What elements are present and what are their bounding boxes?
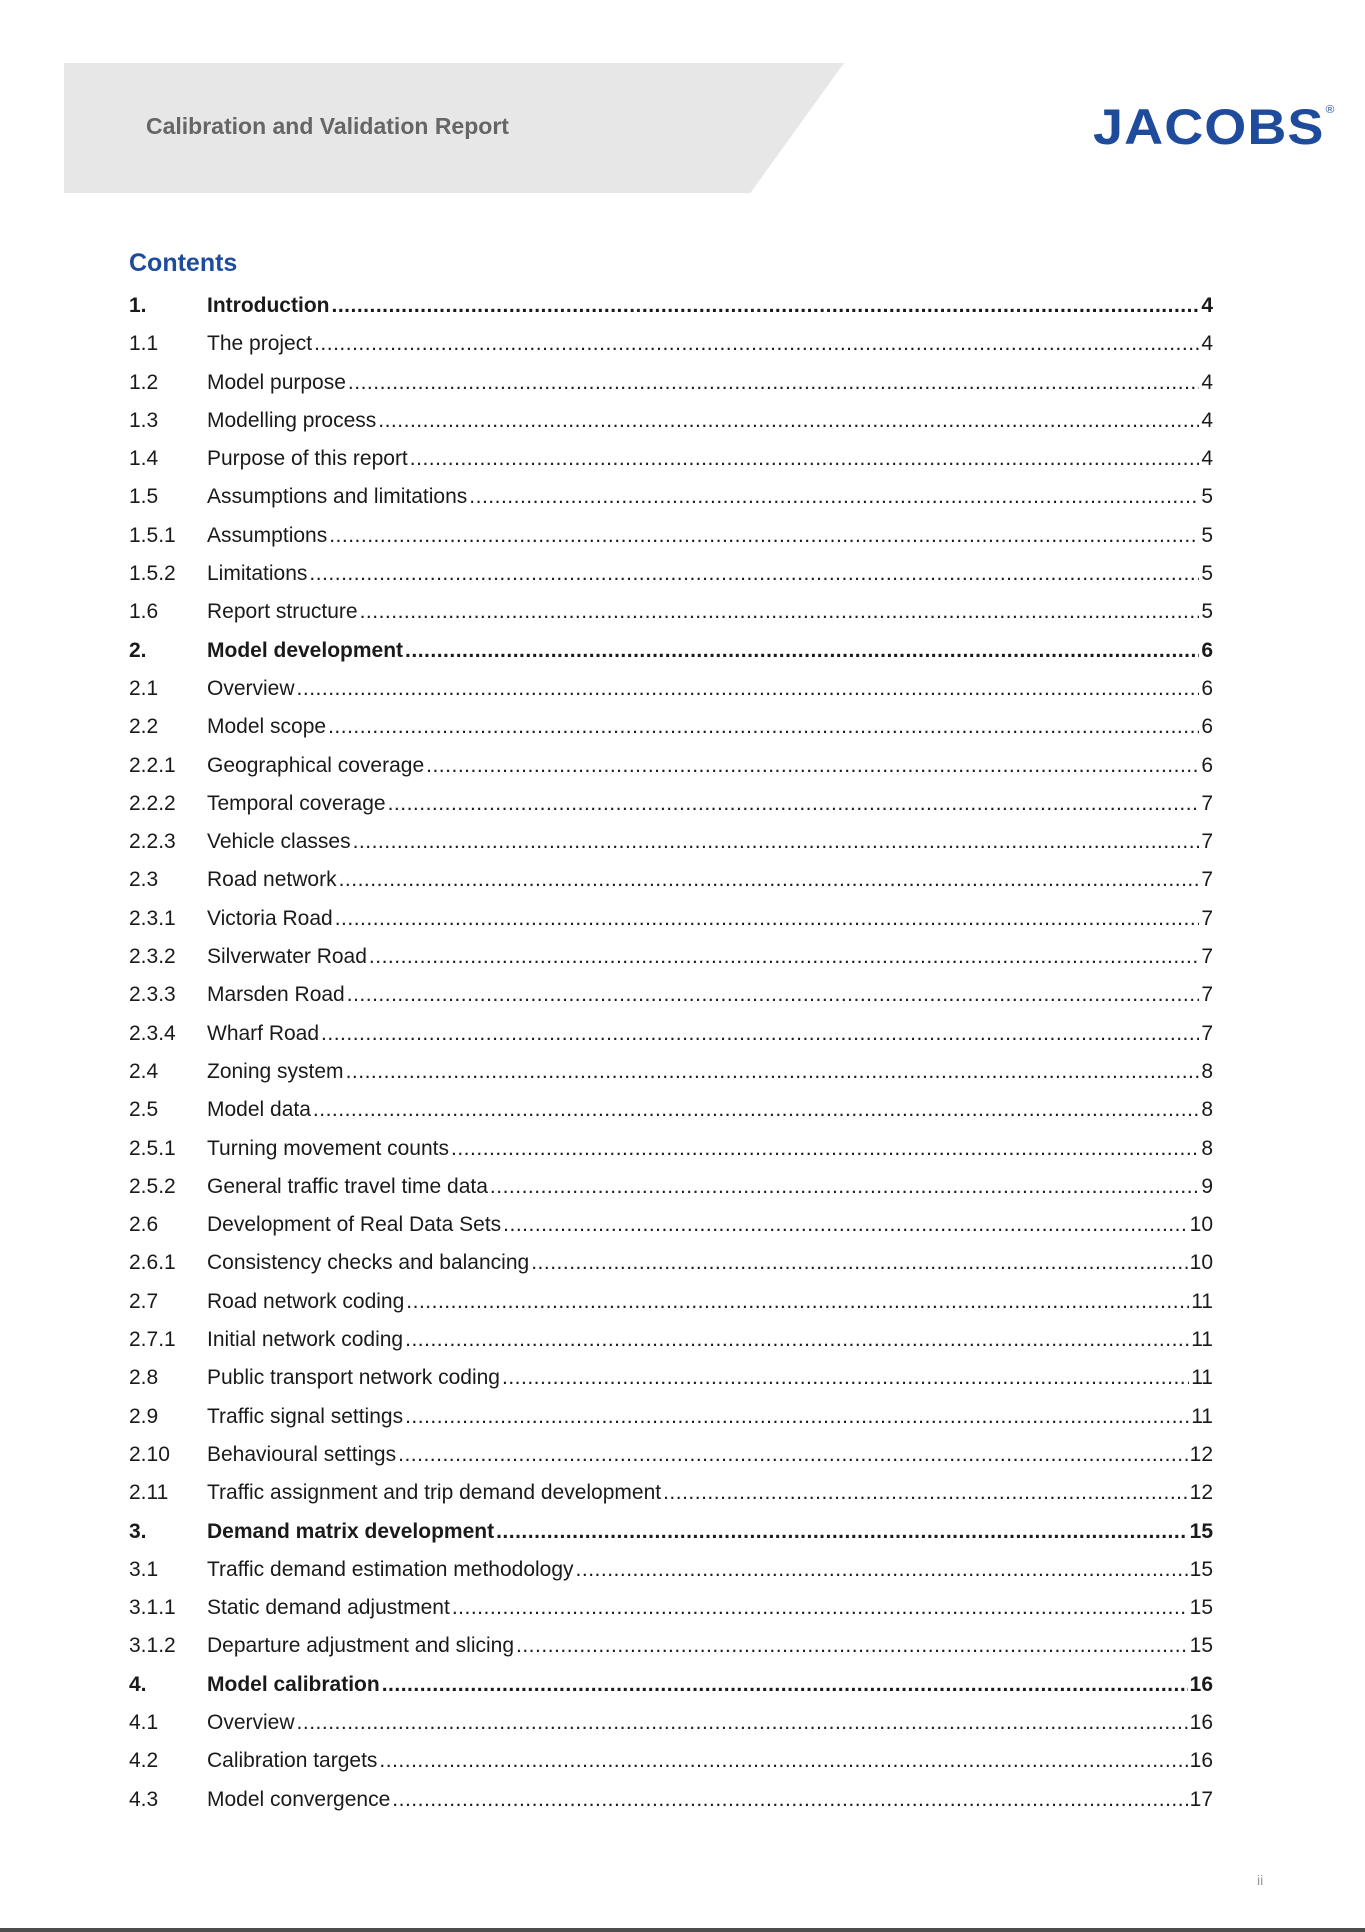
toc-entry-page: 17 xyxy=(1189,1787,1213,1811)
toc-entry-page: 15 xyxy=(1189,1519,1213,1543)
toc-entry[interactable] xyxy=(129,1283,1213,1321)
toc-entry-number: 2.7 xyxy=(129,1289,159,1313)
toc-entry[interactable] xyxy=(129,785,1213,823)
toc-entry[interactable] xyxy=(129,402,1213,440)
toc-entry-title: Modelling process xyxy=(207,408,377,432)
toc-entry[interactable] xyxy=(129,1551,1213,1589)
toc-dot-leader xyxy=(490,1168,1199,1206)
toc-entry-number: 2.3.3 xyxy=(129,983,176,1007)
toc-entry-title: Wharf Road xyxy=(207,1021,320,1045)
toc-entry-page: 11 xyxy=(1191,1328,1213,1352)
toc-entry[interactable] xyxy=(129,1244,1213,1282)
toc-entry-page: 15 xyxy=(1189,1634,1213,1658)
toc-entry[interactable] xyxy=(129,1091,1213,1129)
toc-entry-page: 7 xyxy=(1201,983,1213,1007)
toc-entry-page: 4 xyxy=(1201,408,1213,432)
toc-dot-leader xyxy=(329,517,1199,555)
toc-entry[interactable] xyxy=(129,900,1213,938)
toc-entry-page: 7 xyxy=(1201,868,1213,892)
toc-entry[interactable] xyxy=(129,1513,1213,1551)
toc-dot-leader xyxy=(360,593,1200,631)
toc-entry-title: Report structure xyxy=(207,600,358,624)
toc-dot-leader xyxy=(309,555,1199,593)
toc-entry[interactable] xyxy=(129,1589,1213,1627)
toc-entry-number: 2.7.1 xyxy=(129,1328,176,1352)
toc-dot-leader xyxy=(451,1130,1199,1168)
toc-entry-number: 2.11 xyxy=(129,1481,169,1505)
toc-dot-leader xyxy=(353,823,1200,861)
toc-entry-title: Static demand adjustment xyxy=(207,1596,450,1620)
toc-entry-page: 8 xyxy=(1201,1098,1213,1122)
toc-entry-page: 5 xyxy=(1201,485,1213,509)
toc-entry[interactable] xyxy=(129,1436,1213,1474)
toc-entry-number: 2.3.2 xyxy=(129,945,176,969)
toc-entry-title: Overview xyxy=(207,1710,295,1734)
toc-dot-leader xyxy=(398,1436,1188,1474)
toc-entry-title: Zoning system xyxy=(207,1059,344,1083)
toc-dot-leader xyxy=(379,1742,1187,1780)
toc-entry-page: 11 xyxy=(1191,1404,1213,1428)
toc-entry[interactable] xyxy=(129,325,1213,363)
toc-entry-page: 12 xyxy=(1189,1442,1213,1466)
toc-entry-page: 4 xyxy=(1201,332,1213,356)
toc-entry-title: Vehicle classes xyxy=(207,830,351,854)
toc-entry-title: Model data xyxy=(207,1098,311,1122)
toc-dot-leader xyxy=(382,1666,1188,1704)
toc-dot-leader xyxy=(502,1359,1189,1397)
toc-entry-number: 4. xyxy=(129,1672,147,1696)
toc-entry-number: 1.5.2 xyxy=(129,562,176,586)
toc-entry[interactable] xyxy=(129,364,1213,402)
toc-entry-title: The project xyxy=(207,332,313,356)
toc-entry[interactable] xyxy=(129,1398,1213,1436)
toc-entry[interactable] xyxy=(129,670,1213,708)
toc-entry-title: Purpose of this report xyxy=(207,447,408,471)
toc-dot-leader xyxy=(335,900,1200,938)
toc-entry-title: Road network coding xyxy=(207,1289,405,1313)
toc-entry-page: 4 xyxy=(1201,294,1213,317)
toc-entry-page: 12 xyxy=(1189,1481,1213,1505)
toc-entry-page: 4 xyxy=(1201,370,1213,394)
toc-entry-page: 7 xyxy=(1201,1021,1213,1045)
toc-entry-number: 2.3 xyxy=(129,868,159,892)
toc-entry-number: 3.1.1 xyxy=(129,1596,176,1620)
toc-entry[interactable] xyxy=(129,747,1213,785)
toc-entry-number: 2.6.1 xyxy=(129,1251,176,1275)
toc-dot-leader xyxy=(405,1398,1189,1436)
toc-dot-leader xyxy=(452,1589,1188,1627)
toc-entry-title: Victoria Road xyxy=(207,906,333,930)
table-of-contents xyxy=(129,287,1213,1819)
toc-entry-number: 3. xyxy=(129,1519,147,1543)
toc-dot-leader xyxy=(426,747,1199,785)
toc-entry-title: Initial network coding xyxy=(207,1328,404,1352)
bottom-bar xyxy=(0,1928,1365,1932)
toc-entry[interactable] xyxy=(129,1742,1213,1780)
toc-entry-page: 5 xyxy=(1201,562,1213,586)
toc-entry-title: Model purpose xyxy=(207,370,346,394)
toc-entry-page: 9 xyxy=(1201,1174,1213,1198)
toc-entry[interactable] xyxy=(129,1168,1213,1206)
toc-entry-number: 4.3 xyxy=(129,1787,159,1811)
toc-dot-leader xyxy=(314,325,1199,363)
toc-dot-leader xyxy=(516,1627,1188,1665)
toc-entry-title: Model scope xyxy=(207,715,327,739)
toc-dot-leader xyxy=(328,708,1199,746)
toc-entry[interactable] xyxy=(129,1704,1213,1742)
toc-entry-page: 8 xyxy=(1201,1136,1213,1160)
toc-entry-number: 2.6 xyxy=(129,1213,159,1237)
toc-entry[interactable] xyxy=(129,1474,1213,1512)
toc-entry-page: 6 xyxy=(1201,638,1213,662)
toc-entry-page: 7 xyxy=(1201,906,1213,930)
toc-entry-number: 1.3 xyxy=(129,408,159,432)
toc-entry-title: Traffic signal settings xyxy=(207,1404,404,1428)
toc-entry-page: 7 xyxy=(1201,945,1213,969)
toc-entry-number: 2.5 xyxy=(129,1098,159,1122)
toc-entry-title: Behavioural settings xyxy=(207,1442,397,1466)
toc-entry-page: 8 xyxy=(1201,1059,1213,1083)
toc-entry-number: 1.6 xyxy=(129,600,159,624)
toc-entry-title: Consistency checks and balancing xyxy=(207,1251,530,1275)
toc-dot-leader xyxy=(378,402,1199,440)
toc-entry-title: Model development xyxy=(207,638,404,662)
toc-entry-title: Traffic demand estimation methodology xyxy=(207,1557,574,1581)
toc-entry-title: Demand matrix development xyxy=(207,1519,495,1543)
toc-entry-page: 7 xyxy=(1201,830,1213,854)
toc-entry-title: General traffic travel time data xyxy=(207,1174,488,1198)
toc-entry-number: 2.5.2 xyxy=(129,1174,176,1198)
toc-dot-leader xyxy=(576,1551,1188,1589)
toc-entry-page: 6 xyxy=(1201,715,1213,739)
toc-entry-number: 2.2.3 xyxy=(129,830,176,854)
jacobs-logo xyxy=(1093,98,1335,156)
toc-entry[interactable] xyxy=(129,823,1213,861)
toc-entry[interactable] xyxy=(129,1015,1213,1053)
toc-entry-page: 6 xyxy=(1201,676,1213,700)
toc-dot-leader xyxy=(405,632,1199,670)
logo-text: JACOBS xyxy=(1093,99,1325,155)
toc-entry-page: 15 xyxy=(1189,1557,1213,1581)
toc-entry-title: Calibration targets xyxy=(207,1749,378,1773)
toc-entry-page: 5 xyxy=(1201,600,1213,624)
toc-entry-page: 10 xyxy=(1189,1251,1213,1275)
toc-dot-leader xyxy=(406,1283,1189,1321)
contents-heading: Contents xyxy=(129,249,238,277)
toc-entry-number: 2.5.1 xyxy=(129,1136,176,1160)
toc-entry[interactable] xyxy=(129,976,1213,1014)
toc-dot-leader xyxy=(496,1513,1188,1551)
toc-entry-number: 1.4 xyxy=(129,447,159,471)
toc-entry-page: 6 xyxy=(1201,753,1213,777)
toc-entry-title: Limitations xyxy=(207,562,308,586)
toc-dot-leader xyxy=(410,440,1200,478)
toc-entry-title: Traffic assignment and trip demand development xyxy=(207,1481,662,1505)
toc-entry-number: 2.10 xyxy=(129,1442,170,1466)
toc-entry-title: Silverwater Road xyxy=(207,945,367,969)
toc-entry-number: 1.1 xyxy=(129,332,159,356)
toc-entry-page: 11 xyxy=(1191,1289,1213,1313)
toc-entry-title: Temporal coverage xyxy=(207,791,386,815)
toc-entry-page: 4 xyxy=(1201,447,1213,471)
toc-entry-number: 1. xyxy=(129,294,147,317)
toc-dot-leader xyxy=(531,1244,1187,1282)
toc-entry-title: Development of Real Data Sets xyxy=(207,1213,502,1237)
toc-entry-number: 2.2.1 xyxy=(129,753,176,777)
toc-entry-title: Departure adjustment and slicing xyxy=(207,1634,515,1658)
page-number: ii xyxy=(1257,1872,1264,1888)
toc-entry-page: 16 xyxy=(1189,1710,1213,1734)
document-title: Calibration and Validation Report xyxy=(146,113,509,139)
toc-entry-number: 2.1 xyxy=(129,676,159,700)
toc-entry[interactable] xyxy=(129,938,1213,976)
toc-entry[interactable] xyxy=(129,1781,1213,1819)
toc-entry[interactable] xyxy=(129,1359,1213,1397)
toc-entry-number: 3.1 xyxy=(129,1557,159,1581)
toc-dot-leader xyxy=(503,1206,1187,1244)
toc-dot-leader xyxy=(347,976,1200,1014)
toc-entry[interactable] xyxy=(129,1627,1213,1665)
toc-entry-number: 4.1 xyxy=(129,1710,159,1734)
toc-entry-page: 15 xyxy=(1189,1596,1213,1620)
toc-entry-number: 2.3.1 xyxy=(129,906,176,930)
toc-entry-title: Introduction xyxy=(207,294,330,317)
toc-entry-number: 2.3.4 xyxy=(129,1021,176,1045)
toc-entry[interactable] xyxy=(129,555,1213,593)
toc-entry-title: Turning movement counts xyxy=(207,1136,450,1160)
toc-entry-title: Public transport network coding xyxy=(207,1366,500,1390)
toc-entry-title: Model convergence xyxy=(207,1787,391,1811)
toc-entry-title: Assumptions xyxy=(207,523,328,547)
toc-entry-page: 16 xyxy=(1189,1672,1213,1696)
toc-dot-leader xyxy=(405,1321,1189,1359)
toc-entry-title: Marsden Road xyxy=(207,983,345,1007)
toc-dot-leader xyxy=(348,364,1199,402)
toc-entry-title: Geographical coverage xyxy=(207,753,425,777)
toc-entry[interactable] xyxy=(129,593,1213,631)
toc-dot-leader xyxy=(369,938,1199,976)
toc-dot-leader xyxy=(339,861,1200,899)
toc-entry[interactable] xyxy=(129,861,1213,899)
toc-dot-leader xyxy=(346,1053,1200,1091)
toc-entry[interactable] xyxy=(129,517,1213,555)
toc-entry-number: 4.2 xyxy=(129,1749,159,1773)
registered-mark: ® xyxy=(1325,104,1336,116)
toc-dot-leader xyxy=(297,670,1200,708)
toc-entry-number: 2. xyxy=(129,638,147,662)
toc-entry-number: 2.8 xyxy=(129,1366,159,1390)
toc-entry[interactable] xyxy=(129,440,1213,478)
toc-dot-leader xyxy=(313,1091,1199,1129)
toc-entry[interactable] xyxy=(129,1130,1213,1168)
toc-entry[interactable] xyxy=(129,287,1213,325)
toc-entry-page: 10 xyxy=(1189,1213,1213,1237)
toc-entry[interactable] xyxy=(129,1206,1213,1244)
toc-dot-leader xyxy=(663,1474,1188,1512)
toc-entry-number: 1.5.1 xyxy=(129,523,176,547)
toc-entry-number: 2.4 xyxy=(129,1059,159,1083)
toc-entry-page: 16 xyxy=(1189,1749,1213,1773)
toc-entry-number: 2.9 xyxy=(129,1404,159,1428)
toc-entry-number: 1.5 xyxy=(129,485,159,509)
toc-entry[interactable] xyxy=(129,1666,1213,1704)
toc-dot-leader xyxy=(321,1015,1199,1053)
toc-entry-page: 7 xyxy=(1201,791,1213,815)
toc-entry[interactable] xyxy=(129,1053,1213,1091)
toc-entry-number: 1.2 xyxy=(129,370,159,394)
toc-entry-title: Overview xyxy=(207,676,295,700)
toc-dot-leader xyxy=(469,478,1199,516)
toc-entry[interactable] xyxy=(129,708,1213,746)
toc-entry-number: 2.2.2 xyxy=(129,791,176,815)
toc-entry-page: 5 xyxy=(1201,523,1213,547)
toc-entry-number: 2.2 xyxy=(129,715,159,739)
toc-dot-leader xyxy=(392,1781,1187,1819)
toc-entry-page: 11 xyxy=(1191,1366,1213,1390)
toc-dot-leader xyxy=(331,287,1199,325)
toc-entry-title: Road network xyxy=(207,868,337,892)
toc-dot-leader xyxy=(297,1704,1188,1742)
toc-dot-leader xyxy=(388,785,1200,823)
toc-entry-number: 3.1.2 xyxy=(129,1634,176,1658)
toc-entry-title: Model calibration xyxy=(207,1672,380,1696)
toc-entry[interactable] xyxy=(129,478,1213,516)
toc-entry-title: Assumptions and limitations xyxy=(207,485,468,509)
toc-entry[interactable] xyxy=(129,1321,1213,1359)
toc-entry[interactable] xyxy=(129,632,1213,670)
